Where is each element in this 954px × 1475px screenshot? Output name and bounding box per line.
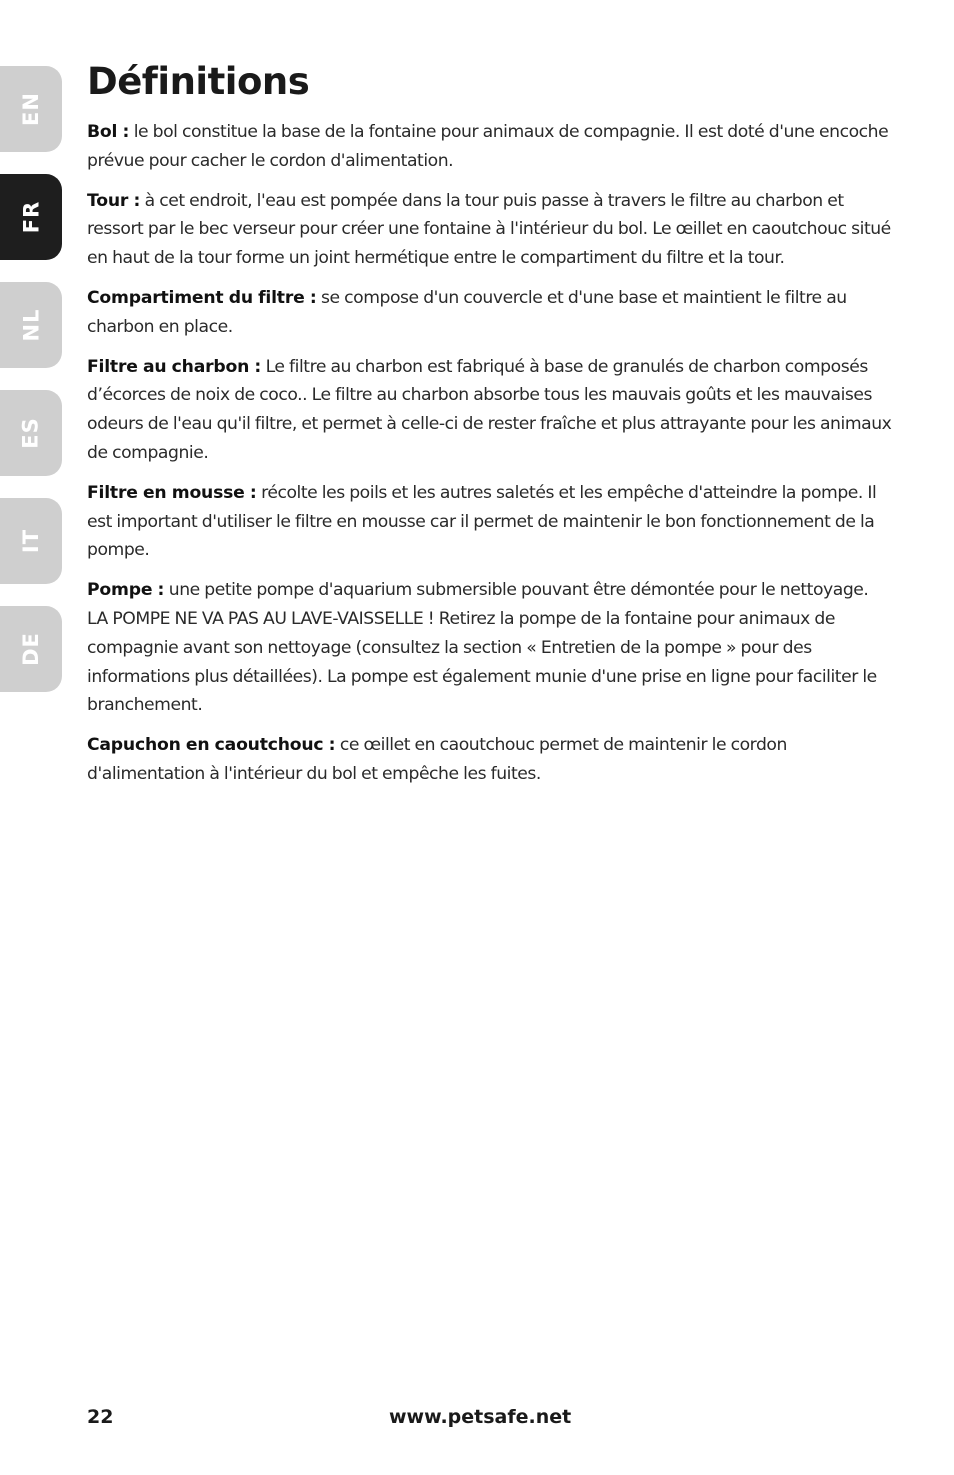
definition-pompe	[87, 576, 892, 720]
definition-term: Bol :	[87, 122, 130, 142]
language-tab-nl[interactable]	[0, 282, 62, 368]
definition-filtre-mousse	[87, 479, 892, 565]
definition-text: ce œillet en caoutchouc permet de maintenir le cordon d'alimentation à l'intérieur du bol et empêche les fuites.	[87, 735, 787, 784]
definition-term: Capuchon en caoutchouc :	[87, 735, 336, 756]
language-tab-label: NL	[19, 308, 43, 342]
language-tab-label: DE	[19, 632, 43, 666]
definition-capuchon	[87, 731, 892, 789]
page-title: Définitions	[87, 60, 310, 103]
definition-term: Compartiment du filtre :	[87, 287, 317, 308]
language-tab-es[interactable]	[0, 390, 62, 476]
definition-text: récolte les poils et les autres saletés et les empêche d'atteindre la pompe. Il est important d'utiliser le filtre en mousse car il permet de maintenir le bon fonctionnement de la pompe.	[87, 482, 877, 561]
definition-text: une petite pompe d'aquarium submersible pouvant être démontée pour le nettoyage. LA POMPE NE VA PAS AU LAVE-VAISSELLE ! Retirez la pompe de la fontaine pour animaux de compagnie avant son nettoyage (consultez la section « Entretien de la pompe » pour des informations plus détaillées). La pompe est également munie d'une prise en ligne pour faciliter le branchement.	[87, 580, 877, 716]
website-link[interactable]: www.petsafe.net	[389, 1406, 572, 1428]
definition-term: Filtre en mousse :	[87, 482, 257, 503]
language-tab-label: EN	[18, 92, 43, 126]
language-tab-label: ES	[18, 417, 43, 449]
definitions-content	[87, 58, 892, 800]
definition-term: Pompe :	[87, 580, 165, 601]
language-tab-de[interactable]	[0, 606, 62, 692]
definition-text: à cet endroit, l'eau est pompée dans la tour puis passe à travers le filtre au charbon et ressort par le bec verseur pour créer une fontaine à l'intérieur du bol. Le œillet en caoutchouc situé en haut de la tour forme un joint hermétique entre le compartiment du filtre et la tour.	[87, 190, 891, 269]
language-tab-fr[interactable]	[0, 174, 62, 260]
definition-text: Le filtre au charbon est fabriqué à base de granulés de charbon composés d’écorces de noix de coco.. Le filtre au charbon absorbe tous les mauvais goûts et les mauvaises odeurs de l'eau qu'il filtre, et permet à celle-ci de rester fraîche et plus attrayante pour les animaux de compagnie.	[87, 356, 892, 463]
language-tab-label: FR	[18, 200, 43, 234]
language-tab-it[interactable]	[0, 498, 62, 584]
page-number: 22	[87, 1406, 114, 1428]
language-tab-en[interactable]	[0, 66, 62, 152]
definition-term: Filtre au charbon :	[87, 356, 262, 377]
definition-term: Tour :	[87, 190, 141, 211]
page-footer	[87, 1406, 892, 1436]
definition-bol	[87, 118, 892, 176]
definition-compartiment-filtre	[87, 284, 892, 342]
definition-text: se compose d'un couvercle et d'une base et maintient le filtre au charbon en place.	[87, 287, 847, 337]
language-tab-label: IT	[18, 528, 43, 554]
definition-text: le bol constitue la base de la fontaine pour animaux de compagnie. Il est doté d'une encoche prévue pour cacher le cordon d'alimentation.	[87, 122, 889, 171]
definition-tour	[87, 187, 892, 273]
definition-filtre-charbon	[87, 353, 892, 468]
